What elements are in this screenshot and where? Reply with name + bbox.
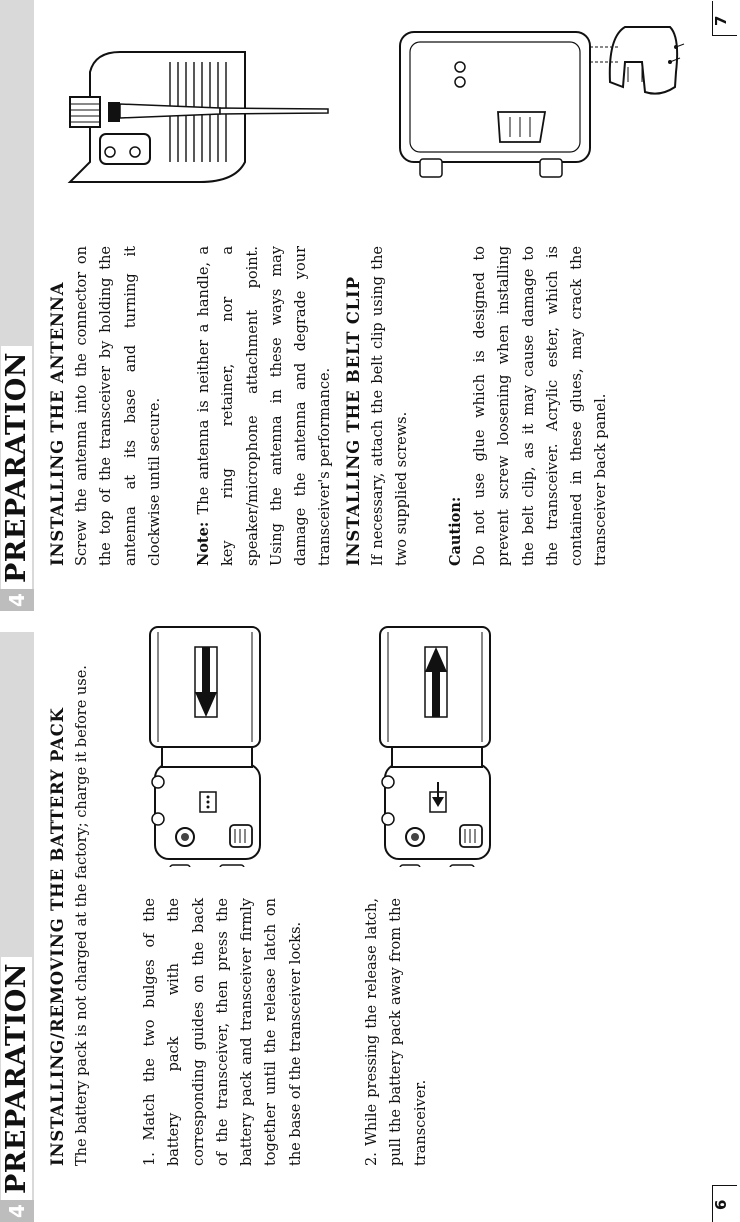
caution-label-line xyxy=(444,246,468,566)
caution-text: Do not use glue which is designed to prevent screw loosening when installing the belt clip, as it may cause damage to the transceiver. Acrylic ester, which is contained in these glues, may crack the transceiver back panel. xyxy=(472,246,610,566)
right-page-number: 7 xyxy=(712,15,730,26)
left-page-number: 6 xyxy=(712,1199,730,1210)
battery-heading: INSTALLING/REMOVING THE BATTERY PACK xyxy=(48,707,67,1166)
antenna-text: Screw the antenna into the connector on the top of the transceiver by holding the antenna at its base and turning it clockwise until secure. xyxy=(74,246,163,566)
antenna-heading: INSTALLING THE ANTENNA xyxy=(48,281,67,566)
battery-intro: The battery pack is not charged at the factory; charge it before use. xyxy=(74,665,90,1166)
battery-remove-illustration xyxy=(370,617,500,867)
belt-clip-illustration xyxy=(380,12,690,212)
battery-step-2: 2. While pressing the release latch, pull the battery pack away from the transceiver. xyxy=(364,898,429,1166)
left-section-title: PREPARATION xyxy=(0,957,34,1200)
right-section-number: 4 xyxy=(0,589,34,611)
left-section-number: 4 xyxy=(0,1200,34,1222)
note-text: The antenna is neither a handle, a key ring retainer, nor a speaker/microphone attachment point. Using the antenna in these ways may damage the antenna and degrade your transceiver's performance. xyxy=(196,245,334,566)
beltclip-text: If necessary, attach the belt clip using the two supplied screws. xyxy=(370,246,411,566)
battery-attach-illustration xyxy=(140,617,270,867)
beltclip-heading: INSTALLING THE BELT CLIP xyxy=(344,276,363,566)
right-section-title: PREPARATION xyxy=(0,346,34,589)
note-label: Note: xyxy=(195,521,212,566)
caution-label: Caution: xyxy=(447,496,464,566)
antenna-illustration xyxy=(60,22,330,222)
battery-step-1: 1. Match the two bulges of the battery pack with the corresponding guides on the back of the transceiver, then press the battery pack and transceiver firmly together until the release latch on the base of the transceiver locks. xyxy=(142,898,304,1166)
antenna-note xyxy=(192,246,338,566)
